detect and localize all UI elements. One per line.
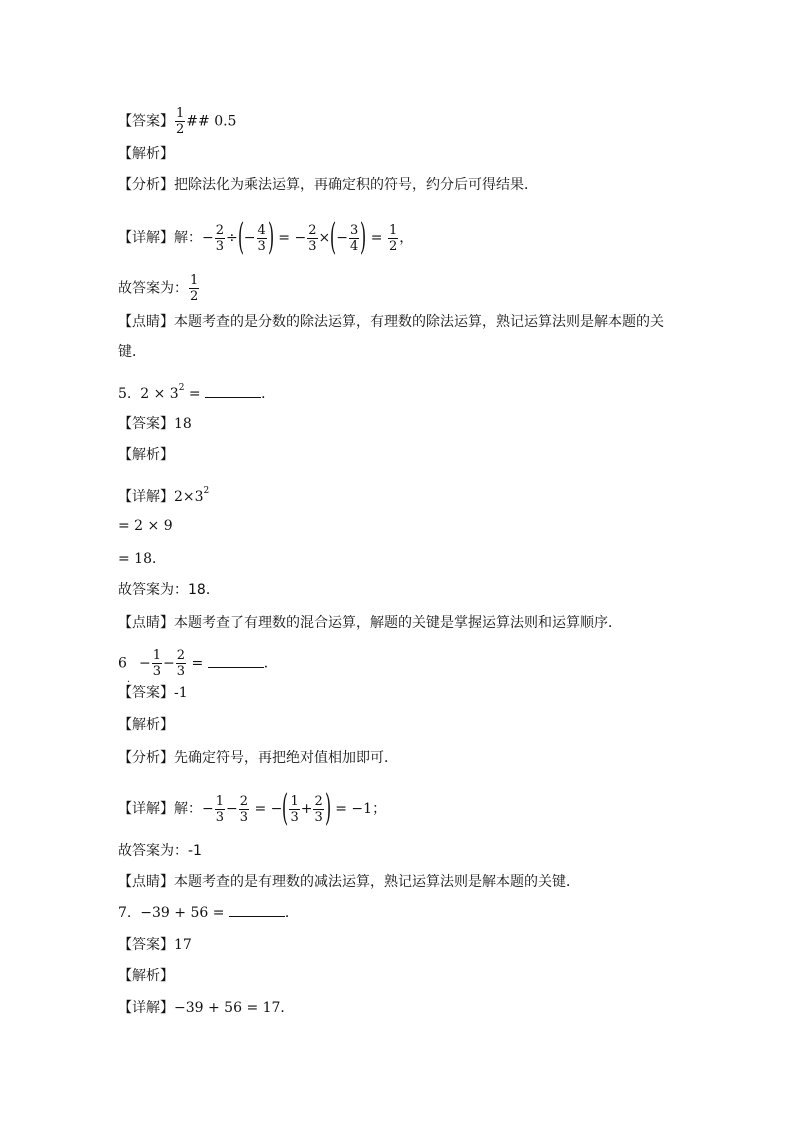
denominator: 3: [239, 809, 249, 825]
denominator: 2: [190, 289, 199, 304]
answer-blank[interactable]: [205, 385, 261, 398]
fraction: [152, 648, 162, 679]
q4-comment-line2: 键．: [118, 344, 146, 360]
expr-equals: =: [188, 386, 201, 402]
fenxi-tag: 【分析】: [118, 750, 174, 766]
expr: −39 + 56 =: [140, 905, 225, 921]
exponent: 2: [203, 486, 210, 496]
end-mark: ．: [284, 905, 299, 921]
detail-tag: 【详解】: [118, 230, 174, 246]
numerator: 1: [176, 106, 185, 121]
denominator: 3: [176, 664, 186, 679]
fenxi-text: 先确定符号，再把绝对值相加即可．: [174, 750, 398, 766]
q5-answer: [118, 414, 192, 434]
numerator: 1: [190, 273, 199, 288]
numerator: 2: [314, 793, 323, 809]
question-number: 5.: [118, 386, 132, 402]
analysis-heading: 【解析】: [118, 146, 174, 162]
fenxi-tag: 【分析】: [118, 177, 174, 193]
numerator: 1: [290, 793, 299, 809]
left-paren: (: [237, 217, 244, 258]
denominator: 3: [308, 238, 317, 254]
q6-comment: [118, 872, 580, 892]
denominator: 3: [215, 238, 225, 254]
denominator: 2: [389, 238, 398, 254]
q6-question: $6_.$ − $\frac{1}{3}$ − $\frac{2}{3}$ = ．: [118, 648, 278, 685]
q6-conclusion: 故答案为：-1: [118, 843, 202, 859]
q7-answer: [118, 935, 192, 955]
detail-prefix: 解：: [174, 801, 202, 817]
numerator: 2: [176, 648, 186, 663]
numerator: 2: [239, 793, 249, 809]
detail-base: 2×3: [174, 489, 204, 505]
answer-tag: 【答案】: [118, 113, 174, 130]
q5-step2: = 18．: [118, 551, 166, 567]
comment-text: 本题考查了有理数的混合运算，解题的关键是掌握运算法则和运算顺序．: [174, 615, 622, 631]
end-mark: ．: [263, 655, 278, 672]
q5-question: [118, 378, 275, 404]
q5-detail: [118, 481, 209, 507]
q5-comment: [118, 613, 622, 633]
q5-conclusion: 故答案为：18．: [118, 582, 220, 598]
answer-blank[interactable]: [208, 655, 264, 668]
fenxi-text: 把除法化为乘法运算，再确定积的符号，约分后可得结果．: [174, 177, 538, 193]
q4-comment-line1: [118, 312, 664, 332]
numerator: 2: [215, 222, 225, 238]
q6-fenxi: [118, 748, 398, 768]
comment-text: 本题考查的是分数的除法运算，有理数的除法运算，熟记运算法则是解本题的关: [174, 314, 664, 330]
right-paren: ): [324, 788, 331, 829]
numerator: 2: [308, 222, 317, 238]
denominator: 4: [350, 238, 359, 254]
denominator: 3: [215, 809, 225, 825]
fraction: [215, 223, 225, 254]
answer-value: 17: [174, 937, 192, 953]
numerator: 1: [152, 648, 162, 663]
comment-tag: 【点睛】: [118, 615, 174, 631]
answer-tag: 【答案】: [118, 937, 174, 953]
analysis-heading: 【解析】: [118, 968, 174, 984]
detail-tag: 【详解】: [118, 1000, 174, 1016]
answer-tag: 【答案】: [118, 685, 174, 701]
denominator: 2: [176, 122, 185, 137]
answer-blank[interactable]: [229, 904, 285, 917]
q5-step1: = 2 × 9: [118, 518, 173, 534]
conclusion-fraction: [189, 273, 199, 304]
fraction: [388, 223, 398, 254]
q7-detail: [118, 998, 294, 1018]
answer-value: -1: [174, 685, 188, 701]
denominator: 3: [257, 238, 266, 254]
comment-text: 本题考查的是有理数的减法运算，熟记运算法则是解本题的关键．: [174, 874, 580, 890]
right-paren: ): [360, 217, 367, 258]
question-dot: .: [126, 673, 131, 685]
answer-tag: 【答案】: [118, 416, 174, 432]
detail-tag: 【详解】: [118, 801, 174, 817]
fraction: [289, 794, 299, 825]
q6-answer: [118, 683, 188, 703]
fraction: [313, 794, 323, 825]
analysis-heading: 【解析】: [118, 717, 174, 733]
q4-answer-line: [118, 106, 236, 137]
fraction: [349, 223, 359, 254]
analysis-heading: 【解析】: [118, 447, 174, 463]
q6-detail: 【详解】解：− $\frac{1}{3}$ − $\frac{2}{3}$ = −( $\frac{1}{3}$ + $\frac{2}{3}$ ) = −1；: [118, 788, 387, 829]
comment-tag: 【点睛】: [118, 314, 174, 330]
fraction: [215, 794, 225, 825]
denominator: 3: [314, 809, 323, 825]
question-number: 6: [118, 655, 127, 672]
fraction: [307, 223, 317, 254]
numerator: 1: [389, 222, 398, 238]
detail-prefix: 解：: [174, 230, 202, 246]
exponent: 2: [178, 383, 185, 393]
answer-fraction: [175, 106, 185, 137]
answer-alt: ## 0.5: [186, 113, 237, 130]
denominator: 3: [290, 809, 299, 825]
left-paren: (: [330, 217, 337, 258]
fraction: [176, 648, 186, 679]
q7-question: [118, 903, 299, 923]
q4-conclusion: [118, 273, 200, 304]
numerator: 4: [257, 222, 266, 238]
detail-tag: 【详解】: [118, 489, 174, 505]
left-paren: (: [282, 788, 289, 829]
denominator: 3: [152, 664, 162, 679]
conclusion-label: 故答案为：: [118, 280, 188, 297]
answer-value: 18: [174, 416, 192, 432]
fraction: [257, 223, 267, 254]
right-paren: ): [267, 217, 274, 258]
q4-detail-line: 【详解】解：− $\frac{2}{3}$ ÷(− $\frac{4}{3}$ ) = − $\frac{2}{3}$ ×(− $\frac{3}{4}$ ) = $\frac{1}{2}$ ，: [118, 217, 414, 258]
question-number: 7.: [118, 905, 132, 921]
comment-tag: 【点睛】: [118, 874, 174, 890]
expr-base: 2 × 3: [140, 386, 179, 402]
numerator: 1: [215, 793, 225, 809]
q4-fenxi-line: [118, 175, 538, 195]
detail-expr: −39 + 56 = 17．: [174, 1000, 295, 1016]
end-mark: ．: [261, 386, 276, 402]
numerator: 3: [350, 222, 359, 238]
detail-result: = −1；: [335, 801, 387, 817]
fraction: [239, 794, 249, 825]
